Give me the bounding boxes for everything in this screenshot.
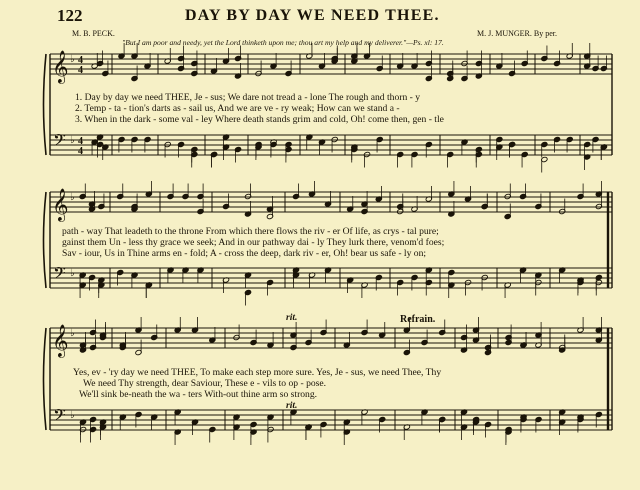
lyric-line: We need Thy strength, dear Saviour, These e - vils to op - pose. xyxy=(83,378,327,389)
treble-clef: 𝄞 xyxy=(52,324,69,357)
time-signature: 4 xyxy=(78,136,83,147)
time-signature: 4 xyxy=(78,65,83,76)
bass-clef: 𝄢 xyxy=(53,405,66,429)
composer-credit: M. J. MUNGER. By per. xyxy=(477,29,558,38)
key-flat: ♭ xyxy=(70,135,75,146)
lyricist-credit: M. B. PECK. xyxy=(72,29,115,38)
refrain-label: Refrain. xyxy=(400,314,436,325)
lyric-line: 2. Temp - ta - tion's darts as - sail us, And we are ve - ry weak; How can we stand a - xyxy=(75,103,400,114)
lyric-line: gainst them Un - less thy grace we seek; And in our pathway dai - ly They lurk there, venom'd foes; xyxy=(62,237,445,248)
scripture-epigraph: "But I am poor and needy, yet the Lord thinketh upon me; thou art my help and my deliverer."—Ps. xl: 17. xyxy=(122,38,444,47)
ritardando-mark: rit. xyxy=(286,401,298,411)
time-signature: 4 xyxy=(78,146,83,157)
lyric-line: 1. Day by day we need THEE, Je - sus; We dare not tread a - lone The rough and thorn - y xyxy=(75,92,421,103)
key-flat: ♭ xyxy=(70,328,75,339)
bass-clef: 𝄢 xyxy=(53,263,66,287)
lyric-line: path - way That leadeth to the throne From which there flows the riv - er Of life, as crys - tal pure; xyxy=(62,226,439,237)
key-flat: ♭ xyxy=(70,410,75,421)
lyric-line: 3. When in the dark - some val - ley Where death stands grim and cold, Oh! come then, gen - tle xyxy=(75,114,444,125)
hymn-title: DAY BY DAY WE NEED THEE. xyxy=(185,7,440,24)
key-flat: ♭ xyxy=(70,192,75,203)
time-signature: 4 xyxy=(78,55,83,66)
lyric-line: Yes, ev - 'ry day we need THEE, To make each step more sure. Yes, Je - sus, we need Thee, Thy xyxy=(73,367,442,378)
key-flat: ♭ xyxy=(70,54,75,65)
ritardando-mark: rit. xyxy=(286,313,298,323)
bass-clef: 𝄢 xyxy=(53,130,66,154)
lyric-line: Sav - iour, Us in Thine arms en - fold; A - cross the deep, dark riv - er, Oh! bear us safe - ly on; xyxy=(62,248,427,259)
lyric-line: We'll sink be-neath the wa - ters With-out thine arm so strong. xyxy=(79,389,318,400)
treble-clef: 𝄞 xyxy=(52,188,69,221)
system-brace xyxy=(44,54,47,155)
system-brace xyxy=(44,328,47,430)
key-flat: ♭ xyxy=(70,268,75,279)
system-brace xyxy=(44,192,47,288)
treble-clef: 𝄞 xyxy=(52,50,69,83)
page-number: 122 xyxy=(57,6,83,25)
